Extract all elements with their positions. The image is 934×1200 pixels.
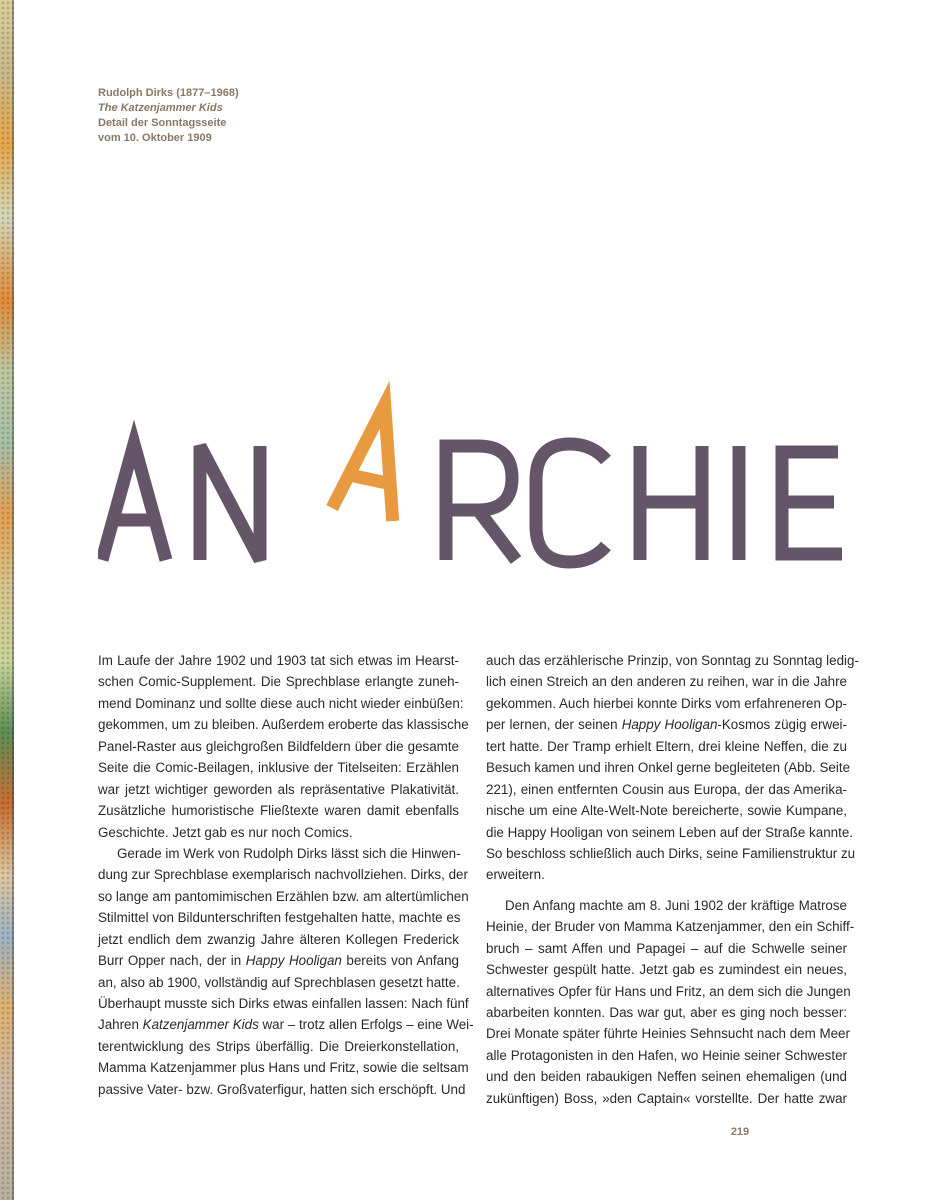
text-run: Jahren <box>98 1017 143 1033</box>
page-number: 219 <box>730 1126 750 1138</box>
text-line: so lange am pantomimischen Erzählen bzw. am altertümlichen <box>98 888 469 904</box>
headline-letter-a1 <box>102 444 166 560</box>
text-line <box>486 714 847 735</box>
caption-detail: Detail der Sonntagsseite <box>98 117 227 129</box>
caption-artist: Rudolph Dirks (1877–1968) <box>98 87 239 99</box>
text-line: gekommen. Auch hierbei konnte Dirks vom erfahreneren Op- <box>486 695 847 711</box>
text-line: lich einen Streich an den anderen zu reihen, war in die Jahre <box>486 674 847 690</box>
comic-art-edge-strip <box>0 0 14 1200</box>
text-line: gekommen, um zu bleiben. Außerdem eroberte das klassische <box>98 717 469 733</box>
italic-title: Katzenjammer Kids <box>142 1017 259 1033</box>
text-run: per lernen, der seinen <box>486 717 622 733</box>
text-line: Stilmittel von Bildunterschriften festgehalten hatte, machte es <box>98 910 461 926</box>
text-line: zukünftigen) Boss, »den Captain« vorstellte. Der hatte zwar <box>486 1090 847 1106</box>
text-line: alternatives Opfer für Hans und Fritz, an dem sich die Jungen <box>486 983 851 999</box>
text-line: Schwester gespült hatte. Jetzt gab es zumindest ein neues, <box>486 962 847 978</box>
italic-title: Happy Hooligan <box>245 953 342 969</box>
text-run: Burr Opper nach, der in <box>98 953 246 969</box>
text-line: Geschichte. Jetzt gab es nur noch Comics. <box>98 824 353 840</box>
text-line: jetzt endlich dem zwanzig Jahre älteren Kollegen Frederick <box>98 931 459 947</box>
text-line: erweitern. <box>486 867 545 883</box>
caption-title: The Katzenjammer Kids <box>98 102 223 114</box>
text-line <box>98 950 459 971</box>
text-line: bruch – samt Affen und Papagei – auf die Schwelle seiner <box>486 940 847 956</box>
text-line: Besuch kamen und ihren Onkel gerne begleiteten (Abb. Seite <box>486 760 851 776</box>
headline-letter-a-accent <box>332 399 416 521</box>
headline-wordmark <box>98 380 858 580</box>
body-column-left <box>98 650 474 1100</box>
headline-letter-c <box>536 444 606 562</box>
text-line: So beschloss schließlich auch Dirks, seine Familienstruktur zu <box>486 845 856 861</box>
text-line: abarbeiten konnten. Das war gut, aber es ging noch besser: <box>486 1005 847 1020</box>
text-line: Gerade im Werk von Rudolph Dirks lässt sich die Hinwen- <box>117 845 461 861</box>
text-line: tert hatte. Der Tramp erhielt Eltern, drei kleine Neffen, die zu <box>486 738 847 754</box>
text-run: -Kosmos zügig erwei- <box>717 717 847 733</box>
text-run: war – trotz allen Erfolgs – eine Wei- <box>258 1017 474 1033</box>
text-line: Drei Monate später führte Heinies Sehnsucht nach dem Meer <box>486 1026 850 1042</box>
text-line: dung zur Sprechblase exemplarisch nachvollziehen. Dirks, der <box>98 867 468 883</box>
headline-letter-h <box>640 446 702 560</box>
text-line: mend Dominanz und sollte diese auch nicht wieder einbüßen: <box>98 695 464 711</box>
text-line: Den Anfang machte am 8. Juni 1902 der kräftige Matrose <box>505 897 847 913</box>
text-line: Heinie, der Bruder von Mamma Katzenjammer, den ein Schiff- <box>486 919 855 935</box>
headline-anarchie <box>98 380 858 580</box>
italic-title: Happy Hooligan <box>621 717 718 733</box>
headline-letter-n <box>200 446 260 560</box>
text-line: 221), einen entfernten Cousin aus Europa, der das Amerika- <box>486 781 847 797</box>
text-line: und den beiden rabaukigen Neffen seinen ehemaligen (und <box>486 1069 847 1085</box>
text-line: Im Laufe der Jahre 1902 und 1903 tat sich etwas im Hearst- <box>98 653 459 668</box>
text-line: Panel-Raster aus gleichgroßen Bildfeldern über die gesamte <box>98 738 459 754</box>
text-line: schen Comic-Supplement. Die Sprechblase erlangte zuneh- <box>98 674 459 690</box>
text-line: alle Protagonisten in den Hafen, wo Heinie seiner Schwester <box>486 1047 847 1063</box>
text-line: Seite die Comic-Beilagen, inklusive der Titelseiten: Erzählen <box>98 760 459 776</box>
text-line: die Happy Hooligan von seinem Leben auf der Straße kannte. <box>486 824 853 840</box>
image-caption <box>98 86 239 146</box>
text-line: Mamma Katzenjammer plus Hans und Fritz, sowie die seltsam <box>98 1060 469 1076</box>
text-line: an, also ab 1900, vollständig auf Sprechblasen gesetzt hatte. <box>98 974 460 990</box>
text-line: nische um eine Alte-Welt-Note bereicherte, sowie Kumpane, <box>486 803 847 819</box>
text-line: passive Vater- bzw. Großvaterfigur, hatten sich erschöpft. Und <box>98 1081 466 1097</box>
text-run: bereits von Anfang <box>341 953 459 969</box>
text-line: Überhaupt musste sich Dirks etwas einfallen lassen: Nach fünf <box>98 996 469 1011</box>
body-column-right <box>486 650 859 1109</box>
text-line: terentwicklung des Strips überfällig. Die Dreierkonstellation, <box>98 1038 459 1054</box>
caption-date: vom 10. Oktober 1909 <box>98 132 212 144</box>
text-line: war jetzt wichtiger geworden als repräsentative Plakativität. <box>98 781 459 797</box>
text-line <box>98 1014 474 1035</box>
text-line: Zusätzliche humoristische Fließtexte waren damit ebenfalls <box>98 803 459 819</box>
headline-letter-r <box>446 446 516 560</box>
headline-letter-e <box>782 452 842 554</box>
text-line: auch das erzählerische Prinzip, von Sonntag zu Sonntag ledig- <box>486 653 859 668</box>
